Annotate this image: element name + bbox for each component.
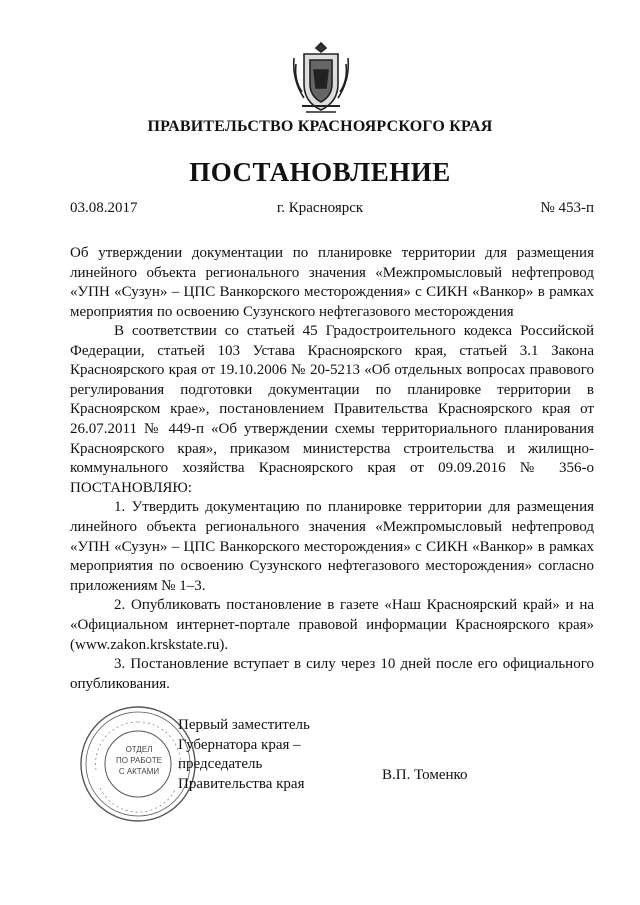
document-city: г. Красноярск: [276, 200, 364, 216]
stamp-line-2: ПО РАБОТЕ: [116, 756, 162, 765]
signatory-title: Первый заместитель Губернатора края – председатель Правительства края: [178, 717, 310, 792]
document-number: № 453-п: [540, 200, 594, 216]
stamp-line-3: С АКТАМИ: [118, 767, 160, 776]
document-type-heading: ПОСТАНОВЛЕНИЕ: [189, 157, 451, 187]
body-item-2: 2. Опубликовать постановление в газете «Наш Красноярский край» и на «Официальном интернет-портале правовой информации Красноярского края» (www.zakon.krskstate.ru).: [70, 597, 594, 653]
body-item-3: 3. Постановление вступает в силу через 10 дней после его официального опубликования.: [70, 656, 594, 692]
document-subject: Об утверждении документации по планировке территории для размещения линейного объекта регионального значения «Межпромысловый нефтепровод «УПН «Сузун» – ЦПС Ванкорского месторождения» с СИКН «Ванкор» в рамках мероприятия по освоению Сузунского нефтегазового месторождения: [70, 245, 594, 320]
stamp-line-1: ОТДЕЛ: [125, 745, 153, 754]
document-body: [70, 322, 594, 694]
body-intro-paragraph: В соответствии со статьей 45 Градостроительного кодекса Российской Федерации, статьей 103 Устава Красноярского края, статьей 3.1 Закона Красноярского края от 19.10.2006 № 20-5213 «Об отдельных вопросах правового регулирования подготовки документации по планировке территории в Красноярском крае», постановлением Правительства Красноярского края от 26.07.2011 № 449-п «Об утверждении схемы территориального планирования Красноярского края», приказом министерства строительства и жилищно-коммунального хозяйства Красноярского края от 09.09.2016 № 356-о ПОСТАНОВЛЯЮ:: [70, 323, 594, 496]
stamp-inner-text: [108, 744, 170, 777]
document-date: 03.08.2017: [70, 200, 138, 216]
body-item-1: 1. Утвердить документацию по планировке территории для размещения линейного объекта регионального значения «Межпромысловый нефтепровод «УПН «Сузун» – ЦПС Ванкорского месторождения» с СИКН «Ванкор» в рамках мероприятия по освоению Сузунского нефтегазового месторождения» согласно приложениям № 1–3.: [70, 499, 594, 594]
signatory-name: В.П. Томенко: [382, 767, 468, 783]
government-title: ПРАВИТЕЛЬСТВО КРАСНОЯРСКОГО КРАЯ: [147, 118, 493, 135]
coat-of-arms-emblem: [290, 40, 352, 116]
